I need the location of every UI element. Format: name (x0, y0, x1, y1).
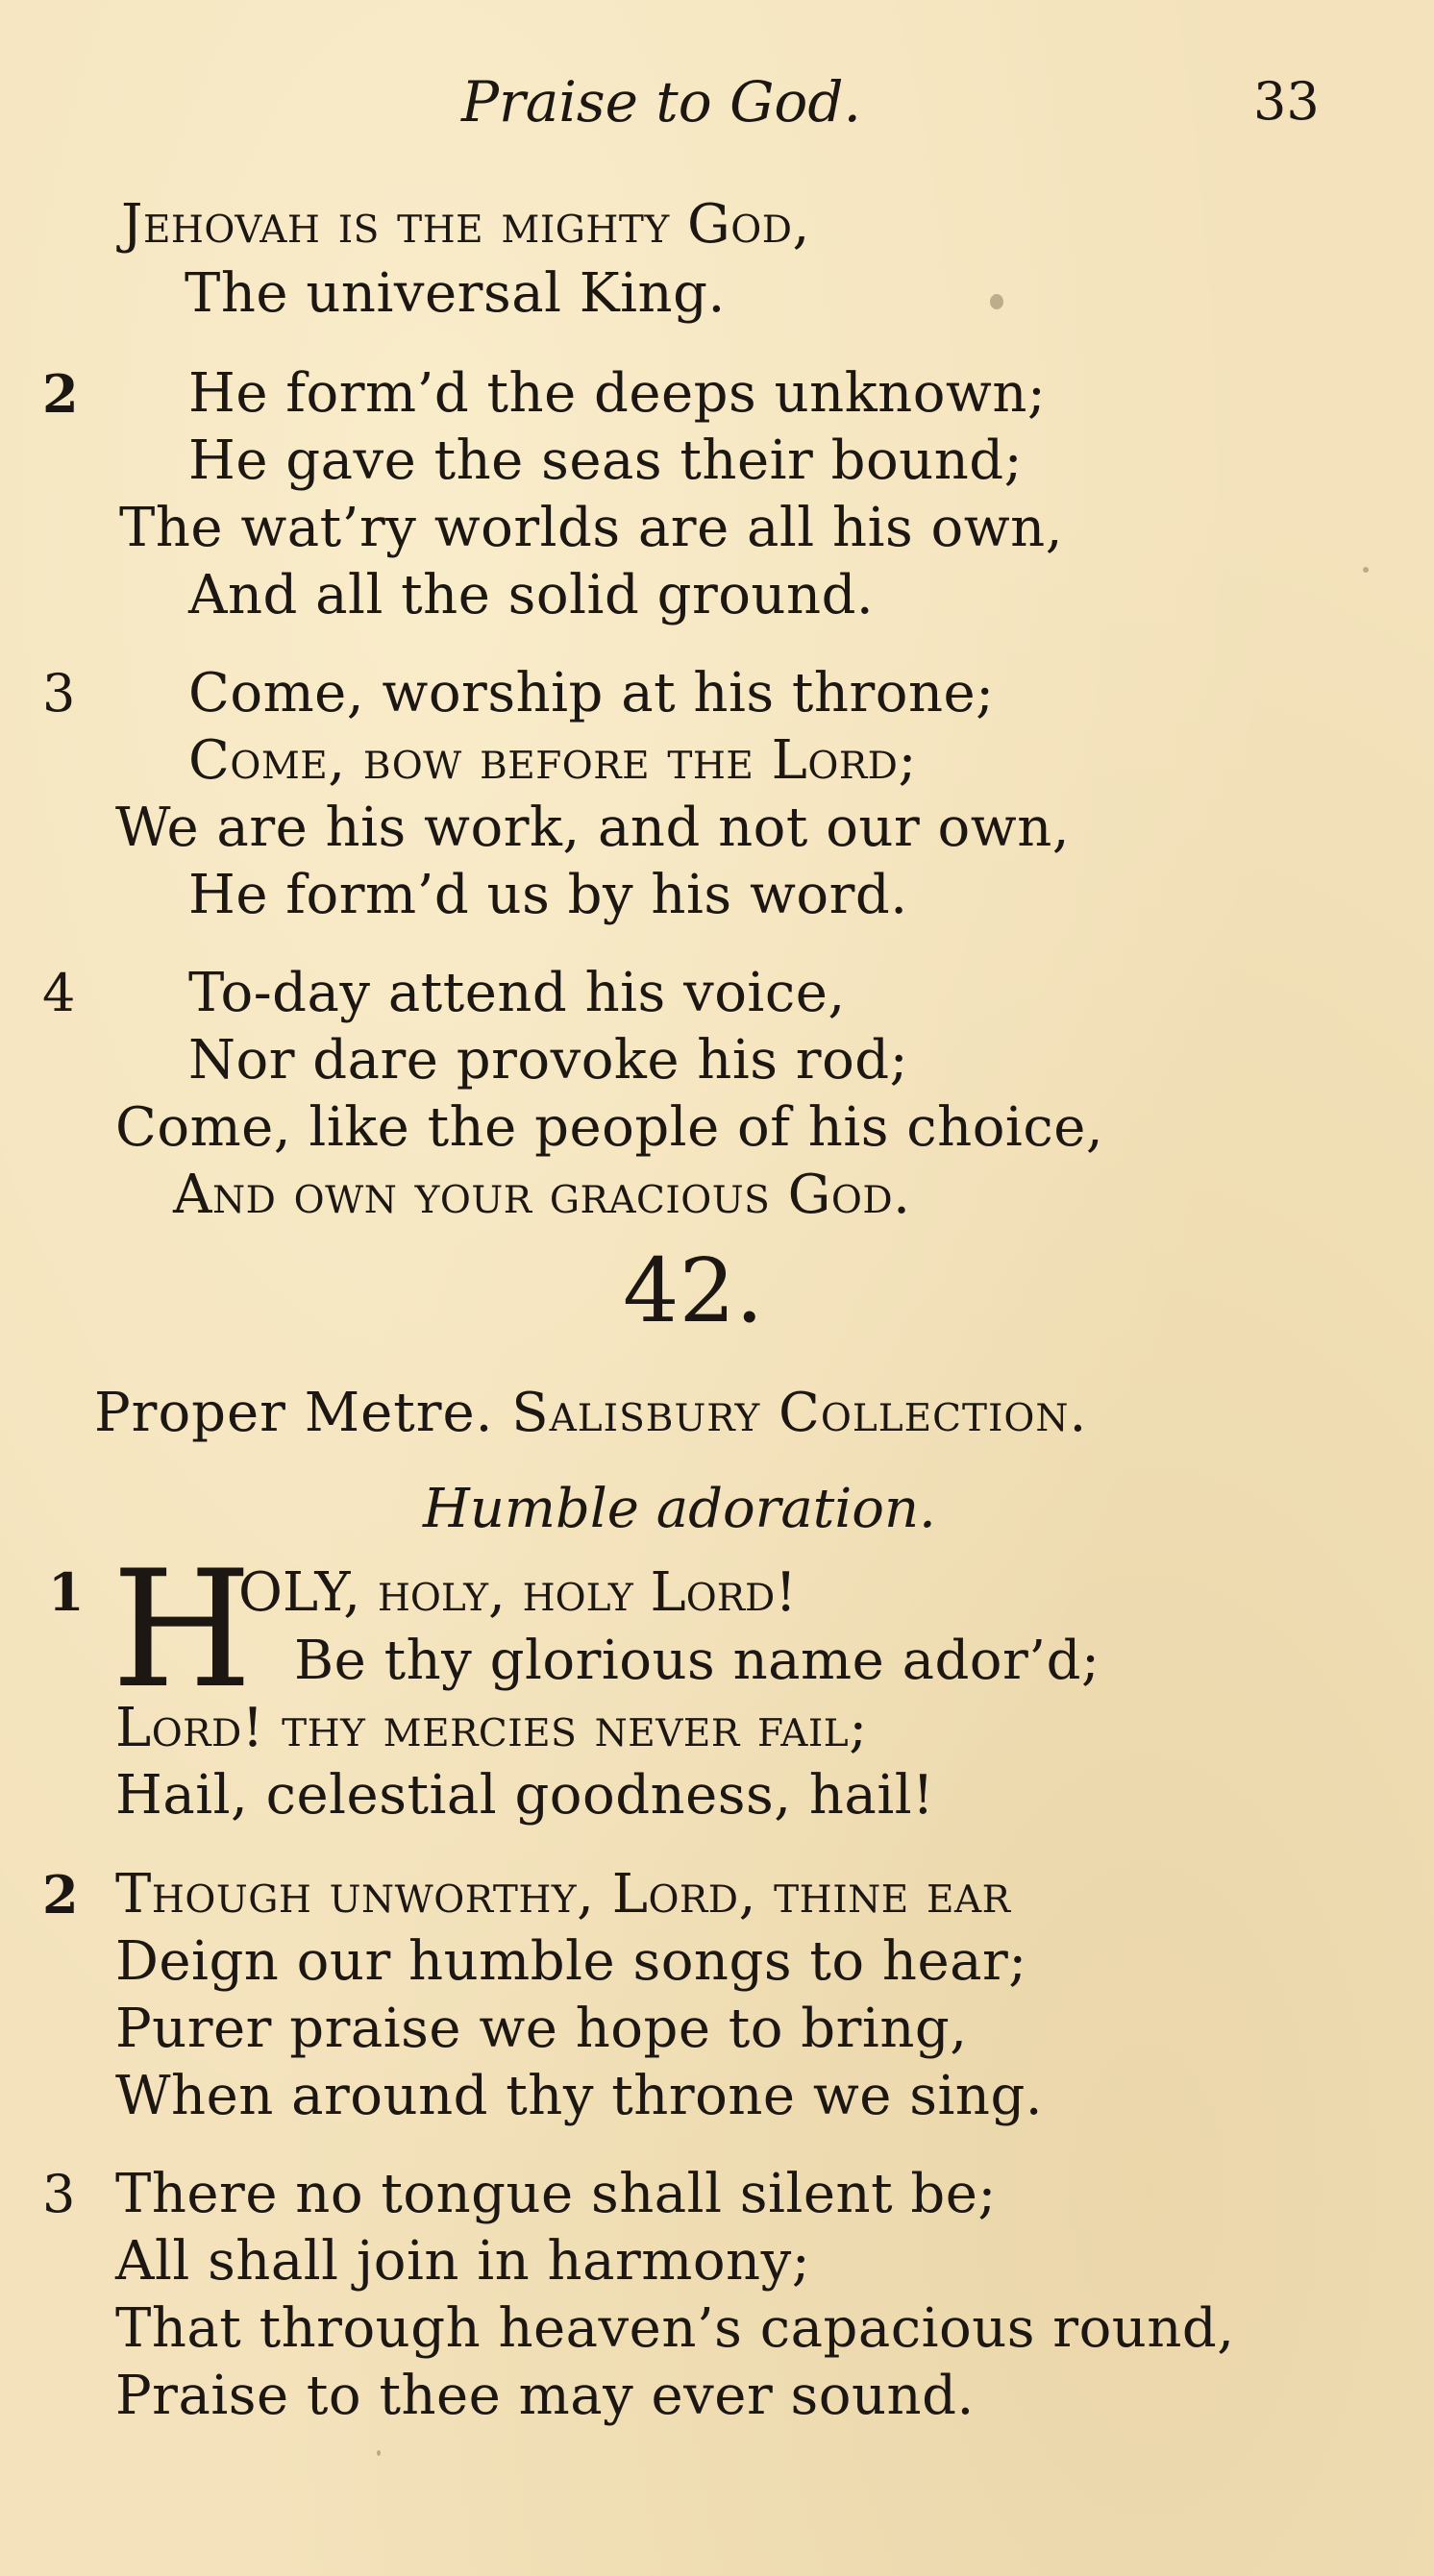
hymn41-verse3-line-4: He form’d us by his word. (188, 864, 908, 926)
hymn41-verse4-line-3: Come, like the people of his choice, (115, 1096, 1104, 1159)
hymn42-verse1-line-2: Be thy glorious name ador’d; (294, 1630, 1100, 1692)
hymn41-verse2-line-3: The wat’ry worlds are all his own, (119, 497, 1064, 559)
ink-speck (377, 2450, 381, 2456)
hymn42-verse1-line-3: Lord! thy mercies never fail; (115, 1697, 868, 1759)
hymn42-verse2-line-2: Deign our humble songs to hear; (115, 1930, 1027, 1993)
hymn42-verse2-line-1: Though unworthy, Lord, thine ear (115, 1863, 1011, 1926)
hymn41-verse4-line-4: And own your gracious God. (173, 1164, 911, 1226)
hymn-source: Salisbury Collection. (511, 1382, 1088, 1444)
hymn42-verse-number: 3 (42, 2164, 76, 2224)
hymn42-verse2-line-3: Purer praise we hope to bring, (115, 1998, 968, 2060)
page-number: 33 (1253, 71, 1320, 132)
hymn41-verse-number: 4 (42, 963, 76, 1023)
hymn42-verse3-line-4: Praise to thee may ever sound. (115, 2365, 975, 2427)
hymn-meter-source (94, 1382, 1087, 1444)
ink-speck (990, 294, 1003, 309)
hymn-subtitle: Humble adoration. (423, 1478, 936, 1540)
hymn41-verse3-line-1: Come, worship at his throne; (188, 662, 995, 724)
ink-speck (1363, 567, 1369, 573)
hymn42-verse2-line-4: When around thy throne we sing. (115, 2065, 1044, 2127)
hymn42-verse-number: 1 (48, 1561, 85, 1623)
hymn42-verse3-line-3: That through heaven’s capacious round, (115, 2297, 1235, 2360)
hymn41-verse3-line-3: We are his work, and not our own, (115, 797, 1071, 859)
hymn41-verse4-line-1: To-day attend his voice, (188, 962, 846, 1024)
drop-cap-letter: H (111, 1535, 253, 1724)
hymn42-verse1-line-4: Hail, celestial goodness, hail! (115, 1764, 935, 1827)
hymn42-verse3-line-1: There no tongue shall silent be; (115, 2163, 997, 2225)
running-header-title: Praise to God. (461, 69, 861, 135)
hymn41-opening-line-1: Jehovah is the mighty God, (121, 193, 810, 256)
hymn42-verse-number: 2 (42, 1864, 79, 1926)
hymn41-verse-number: 3 (42, 663, 76, 724)
hymn42-verse3-line-2: All shall join in harmony; (115, 2230, 811, 2293)
hymn41-verse2-line-4: And all the solid ground. (188, 564, 875, 626)
hymn41-verse-number: 2 (42, 363, 79, 425)
hymn41-verse4-line-2: Nor dare provoke his rod; (188, 1029, 909, 1092)
hymn41-opening-line-2: The universal King. (185, 262, 726, 325)
hymn41-verse2-line-2: He gave the seas their bound; (188, 429, 1024, 492)
hymn41-verse3-line-2: Come, bow before the Lord; (188, 729, 917, 792)
hymn-number: 42. (623, 1239, 764, 1342)
hymn-meter: Proper Metre. (94, 1382, 494, 1444)
hymn42-verse1-line-1: OLY, holy, holy Lord! (238, 1561, 797, 1624)
hymn41-verse2-line-1: He form’d the deeps unknown; (188, 362, 1047, 425)
